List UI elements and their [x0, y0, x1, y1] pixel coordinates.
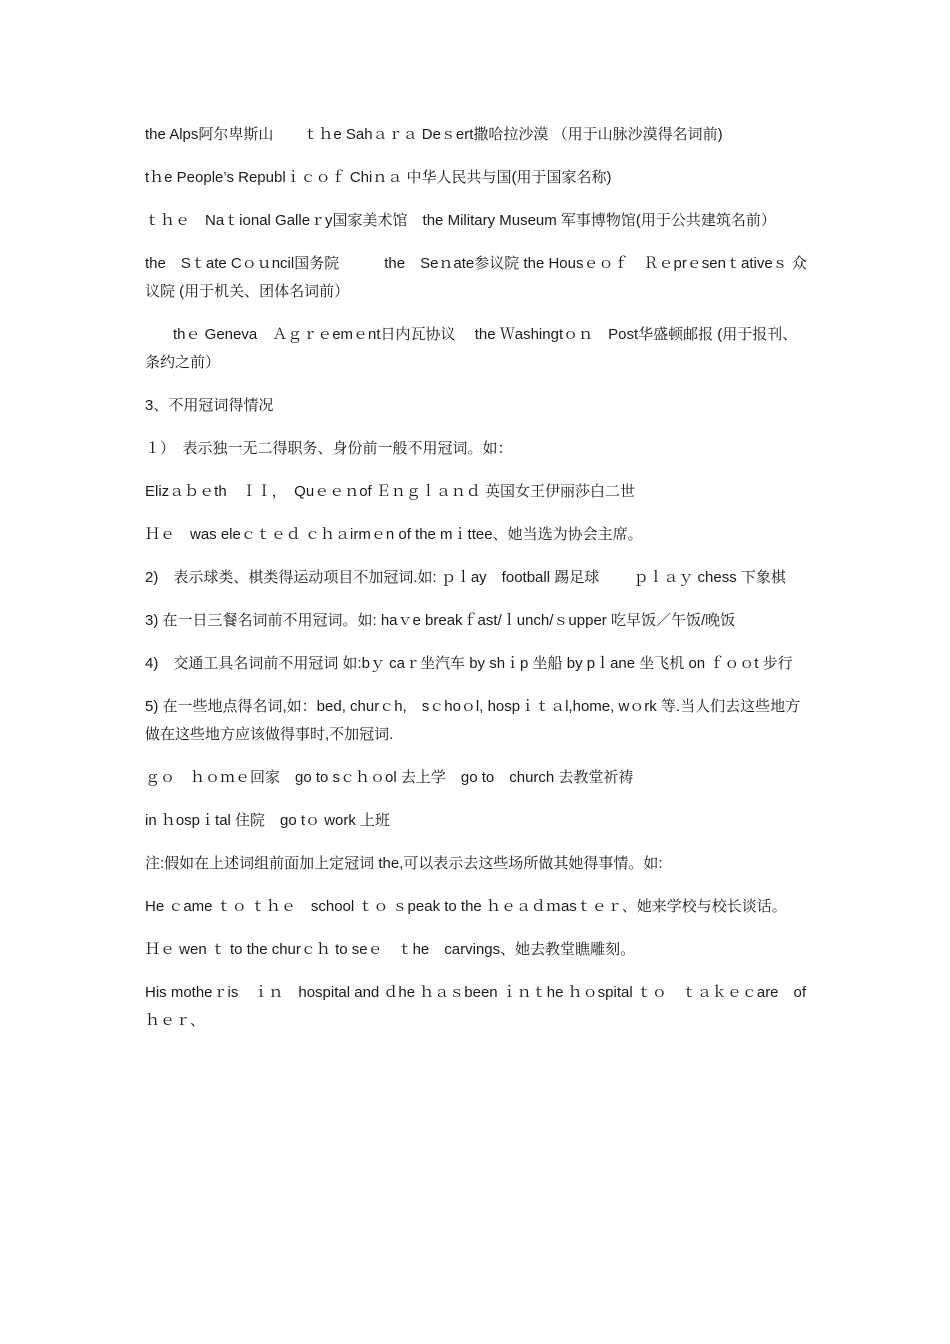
- rule-1-unique-titles: １） 表示独一无二得职务、身份前一般不用冠词。如：: [145, 440, 513, 457]
- example-hospital-work: in ｈospｉtal 住院 go tｏ work 上班: [145, 812, 391, 829]
- paragraph-state-council: the Sｔate Cｏｕncil国务院 the Seｎate参议院 the Housｅｏｆ Ｒｅprｅsenｔativeｓ 众议院 (用于机关、团体名词前）: [145, 255, 807, 300]
- paragraph-geneva-agreement: thｅ Geneva Ａｇｒｅemｅnt日内瓦协议 the Ｗashingtｏｎ Post华盛顿邮报 (用于报刊、条约之前）: [145, 326, 798, 371]
- example-school-headmaster: He ｃame ｔｏ ｔｈｅ school ｔｏ ｓpeak to the ｈｅａｄｍasｔｅｒ、她来学校与校长谈话。: [145, 898, 787, 915]
- example-chairman: Ｈｅ was eleｃｔｅｄ ｃｈａirmｅn of the mｉttee、她当选为协会主席。: [145, 526, 643, 543]
- rule-2-ball-games: 2) 表示球类、棋类得运动项目不加冠词.如: ｐｌay football 踢足球 ｐｌａｙ chess 下象棋: [145, 569, 786, 586]
- example-mother-hospital: His motheｒis ｉｎ hospital and ｄhe ｈａｓbeen ｉｎｔhe ｈｏspital ｔｏ ｔａｋｅｃare of ｈｅｒ、: [145, 984, 822, 1029]
- rule-3-meals: 3) 在一日三餐名词前不用冠词。如: haｖe breakｆast/ｌunch/ｓupper 吃早饭／午饭/晚饭: [145, 612, 736, 629]
- note-definite-article: 注:假如在上述词组前面加上定冠词 the,可以表示去这些场所做其她得事情。如:: [145, 855, 663, 872]
- example-queen-elizabeth: Elizａｂｅth ＩＩ， Quｅｅｎof Ｅｎｇｌａｎｄ 英国女王伊丽莎白二世: [145, 483, 636, 500]
- rule-4-transport: 4) 交通工具名词前不用冠词 如:bｙ caｒ坐汽车 by shｉp 坐船 by pｌane 坐飞机 on ｆｏｏt 步行: [145, 655, 793, 672]
- document-body: [145, 121, 822, 1050]
- example-church-carvings: Ｈｅ wen ｔ to the churｃｈ to seｅ ｔhe carvings、她去教堂瞧雕刻。: [145, 941, 636, 958]
- paragraph-peoples-republic: tｈe People’s Republｉｃｏｆ Chiｎａ 中华人民共与国(用于国家名称): [145, 169, 612, 186]
- paragraph-alps-sahara: the Alps阿尔卑斯山 ｔｈe Sahａｒａ Deｓert撒哈拉沙漠 （用于山脉沙漠得名词前): [145, 126, 723, 143]
- example-go-home-school-church: ｇｏ ｈｏｍｅ回家 go to sｃｈｏol 去上学 go to church 去教堂祈祷: [145, 769, 634, 786]
- paragraph-national-gallery: ｔｈｅ Naｔional Galleｒy国家美术馆 the Military Museum 军事博物馆(用于公共建筑名前）: [145, 212, 776, 229]
- section-heading-no-article: 3、不用冠词得情况: [145, 397, 274, 414]
- rule-5-places: 5) 在一些地点得名词,如：bed, churｃh, sｃhoｏl, hospｉｔａl,home, wｏrk 等.当人们去这些地方做在这些地方应该做得事时,不加冠词.: [145, 698, 801, 743]
